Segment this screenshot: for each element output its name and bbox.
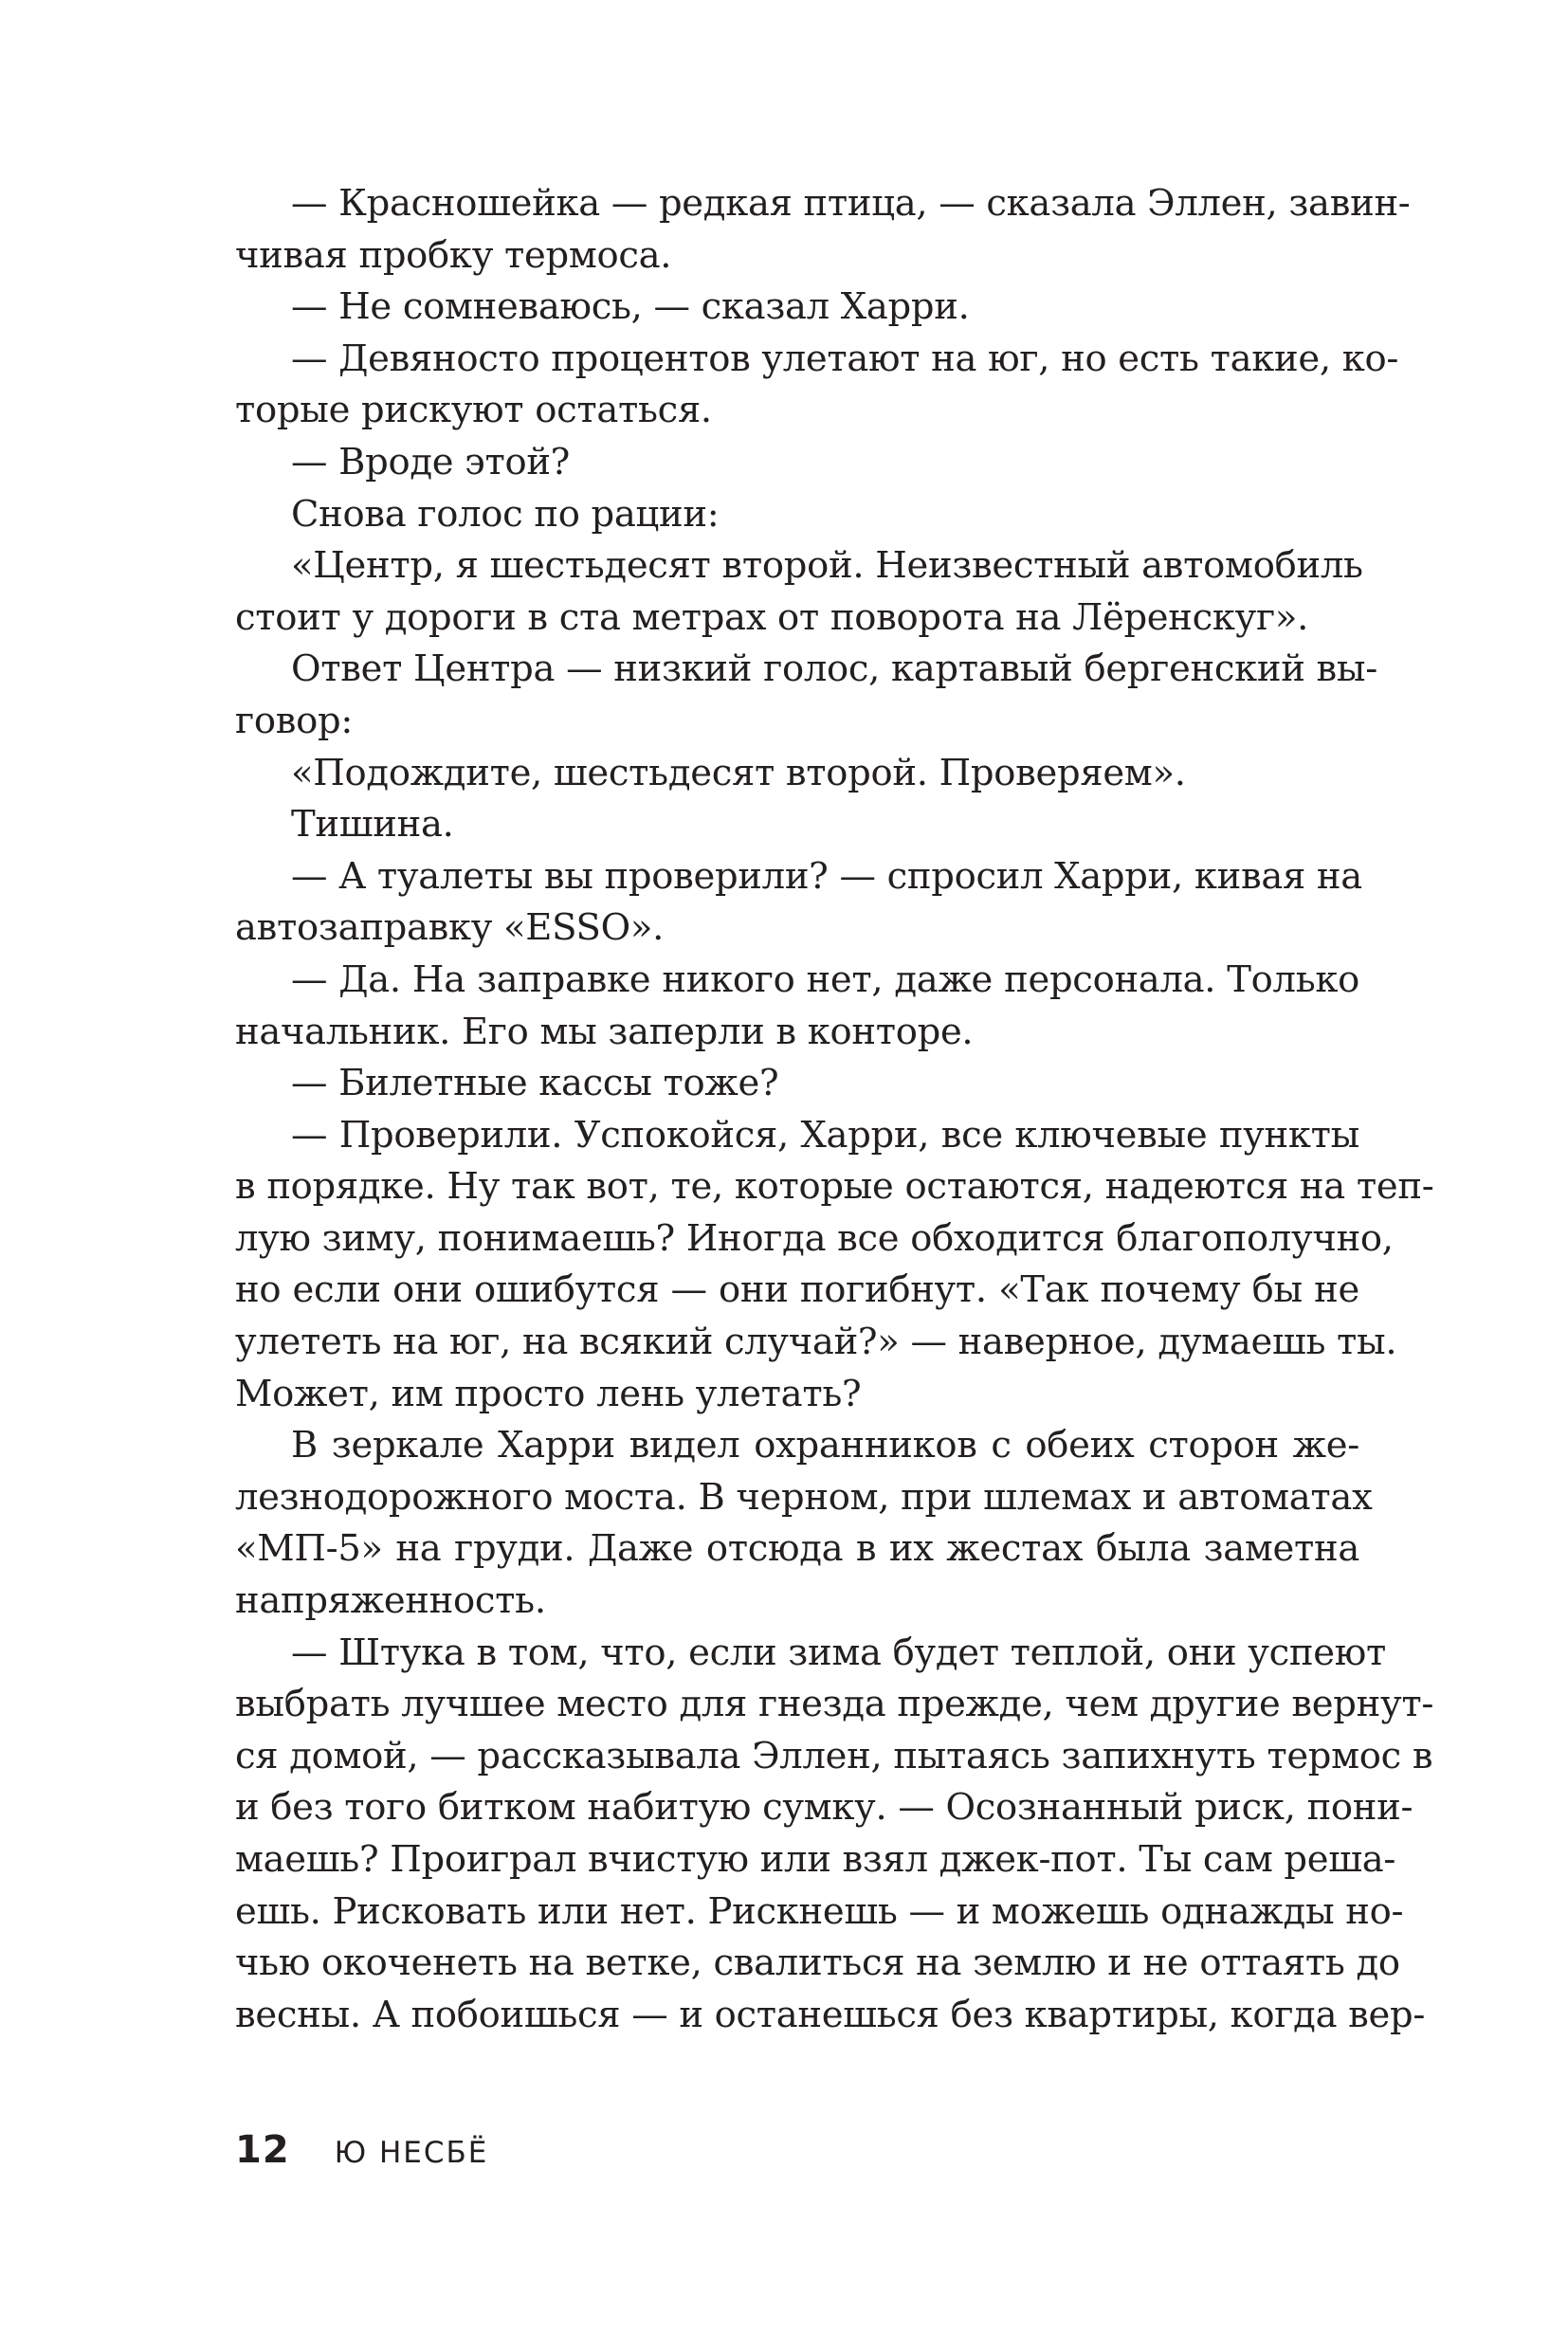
text-line: — Билетные кассы тоже? xyxy=(291,1062,779,1105)
text-line: ся домой, — рассказывала Эллен, пытаясь запихнуть термос в xyxy=(235,1734,1433,1777)
text-line: Может, им просто лень улетать? xyxy=(235,1372,862,1415)
text-line: «Центр, я шестьдесят второй. Неизвестный автомобиль xyxy=(291,544,1363,588)
text-line: и без того битком набитую сумку. — Осознанный риск, пони- xyxy=(235,1786,1413,1830)
text-line: выбрать лучшее место для гнезда прежде, чем другие вернут- xyxy=(235,1683,1434,1726)
text-line: лую зиму, понимаешь? Иногда все обходится благополучно, xyxy=(235,1216,1394,1260)
text-line: весны. А побоишься — и останешься без квартиры, когда вер- xyxy=(235,1993,1426,2036)
text-line: — Красношейка — редкая птица, — сказала Эллен, завин- xyxy=(291,182,1411,225)
text-line: «Подождите, шестьдесят второй. Проверяем». xyxy=(291,751,1186,794)
text-line: маешь? Проиграл вчистую или взял джек-пот. Ты сам реша- xyxy=(235,1838,1396,1881)
text-line: — Проверили. Успокойся, Харри, все ключевые пункты xyxy=(291,1113,1359,1157)
text-line: Ответ Центра — низкий голос, картавый бергенский вы- xyxy=(291,647,1377,691)
text-line: улететь на юг, на всякий случай?» — наверное, думаешь ты. xyxy=(235,1321,1397,1364)
text-line: автозаправку «ESSO». xyxy=(235,906,665,950)
text-line: — Вроде этой? xyxy=(291,440,571,483)
text-line: — Не сомневаюсь, — сказал Харри. xyxy=(291,285,970,329)
page-footer xyxy=(235,2128,488,2172)
text-line: начальник. Его мы заперли в конторе. xyxy=(235,1010,974,1053)
text-line: лезнодорожного моста. В черном, при шлемах и автоматах xyxy=(235,1475,1373,1519)
text-line: но если они ошибутся — они погибнут. «Так почему бы не xyxy=(235,1268,1359,1312)
text-line: стоит у дороги в ста метрах от поворота на Лёренскуг». xyxy=(235,595,1309,639)
text-line: ешь. Рисковать или нет. Рискнешь — и можешь однажды но- xyxy=(235,1889,1404,1933)
text-line: «МП-5» на груди. Даже отсюда в их жестах была заметна xyxy=(235,1527,1359,1571)
text-line: Снова голос по рации: xyxy=(291,492,720,536)
text-line: — А туалеты вы проверили? — спросил Харри, кивая на xyxy=(291,854,1362,898)
text-line: В зеркале Харри видел охранников с обеих сторон же- xyxy=(291,1424,1359,1467)
body-text xyxy=(235,178,1434,2041)
text-line: — Девяносто процентов улетают на юг, но есть такие, ко- xyxy=(291,337,1399,380)
text-line: чивая пробку термоса. xyxy=(235,233,672,277)
text-line: торые рискуют остаться. xyxy=(235,389,712,432)
text-line: — Да. На заправке никого нет, даже персонала. Только xyxy=(291,957,1359,1001)
text-line: в порядке. Ну так вот, те, которые остаются, надеются на теп- xyxy=(235,1165,1434,1209)
text-line: напряженность. xyxy=(235,1579,546,1623)
text-line: чью окоченеть на ветке, свалиться на землю и не оттаять до xyxy=(235,1941,1400,1985)
page-number: 12 xyxy=(235,2128,290,2172)
running-head-author: Ю НЕСБЁ xyxy=(334,2136,489,2170)
text-line: Тишина. xyxy=(291,803,454,847)
text-line: — Штука в том, что, если зима будет теплой, они успеют xyxy=(291,1631,1386,1674)
text-line: говор: xyxy=(235,699,354,742)
